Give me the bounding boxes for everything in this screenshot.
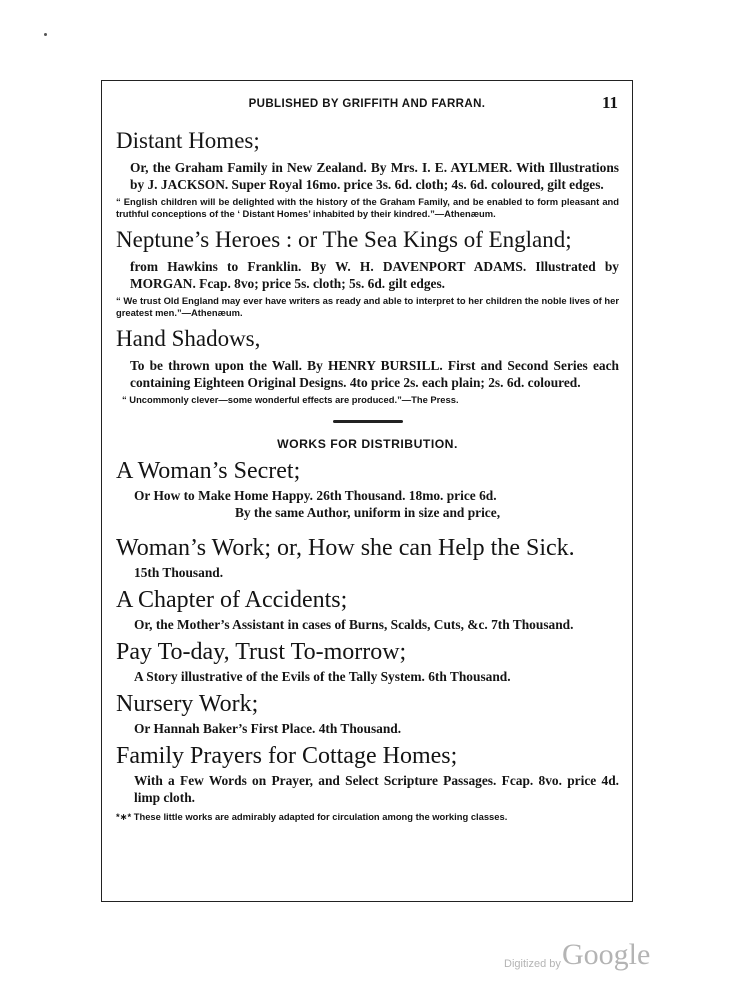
entry-title: Neptune’s Heroes : or The Sea Kings of England; <box>116 227 572 252</box>
page-frame <box>101 80 633 902</box>
entry-review-quote: “ We trust Old England may ever have writers as ready and able to interpret to her children the noble lives of her greatest men.”—Athenæum. <box>116 295 619 318</box>
work-title: Nursery Work; <box>116 691 259 718</box>
entry-title: Hand Shadows, <box>116 326 261 351</box>
distribution-footnote: *∗* These little works are admirably adapted for circulation among the working classes. <box>116 811 508 823</box>
entry-neptunes-heroes <box>116 226 619 319</box>
entry-description: Or, the Graham Family in New Zealand. By Mrs. I. E. AYLMER. With Illustrations by J. JACKSON. Super Royal 16mo. price 3s. 6d. cloth; 4s. 6d. coloured, gilt edges. <box>130 160 619 192</box>
section-divider-rule <box>333 420 403 423</box>
page-header <box>102 93 632 115</box>
work-description: A Story illustrative of the Evils of the Tally System. 6th Thousand. <box>134 669 511 685</box>
work-title: A Woman’s Secret; <box>116 458 301 484</box>
work-title: Pay To-day, Trust To-morrow; <box>116 639 407 666</box>
work-description: With a Few Words on Prayer, and Select Scripture Passages. Fcap. 8vo. price 4d. limp cloth. <box>134 773 619 806</box>
work-nursery-work <box>116 690 619 737</box>
work-pay-today <box>116 638 619 685</box>
entry-description: To be thrown upon the Wall. By HENRY BURSILL. First and Second Series each containing Eighteen Original Designs. 4to price 2s. each plain; 2s. 6d. coloured. <box>130 358 619 390</box>
entry-description: from Hawkins to Franklin. By W. H. DAVENPORT ADAMS. Illustrated by MORGAN. Fcap. 8vo; price 5s. cloth; 5s. 6d. gilt edges. <box>130 259 619 291</box>
scan-speck <box>44 33 47 36</box>
google-logo-text: Google <box>562 938 651 971</box>
work-description: Or Hannah Baker’s First Place. 4th Thousand. <box>134 721 402 737</box>
entry-distant-homes <box>116 127 619 220</box>
digitized-by-label: Digitized by <box>504 958 561 970</box>
page-content <box>116 127 619 823</box>
work-description: Or, the Mother’s Assistant in cases of Burns, Scalds, Cuts, &c. 7th Thousand. <box>134 617 574 633</box>
entry-review-quote: “ English children will be delighted with the history of the Graham Family, and be enabled to form pleasant and truthful conceptions of the ‘ Distant Homes’ inhabited by their kindred.”—Athenæum. <box>116 196 619 219</box>
entry-title: Distant Homes; <box>116 128 260 153</box>
work-title: A Chapter of Accidents; <box>116 587 348 614</box>
work-chapter-of-accidents <box>116 586 619 633</box>
work-womans-work <box>116 534 619 581</box>
entry-hand-shadows <box>116 325 619 406</box>
work-note: By the same Author, uniform in size and price, <box>234 505 501 520</box>
google-watermark <box>504 938 664 978</box>
work-family-prayers <box>116 742 619 806</box>
page-number: 11 <box>601 93 618 112</box>
work-title: Woman’s Work; or, How she can Help the Sick. <box>116 535 575 562</box>
running-head: PUBLISHED BY GRIFFITH AND FARRAN. <box>248 98 486 110</box>
work-womans-secret <box>116 457 619 521</box>
entry-review-quote: “ Uncommonly clever—some wonderful effects are produced.”—The Press. <box>122 394 459 405</box>
work-description: 15th Thousand. <box>134 565 224 581</box>
work-title: Family Prayers for Cottage Homes; <box>116 743 458 770</box>
distribution-heading: WORKS FOR DISTRIBUTION. <box>277 437 458 451</box>
work-description: Or How to Make Home Happy. 26th Thousand. 18mo. price 6d. <box>134 488 497 503</box>
